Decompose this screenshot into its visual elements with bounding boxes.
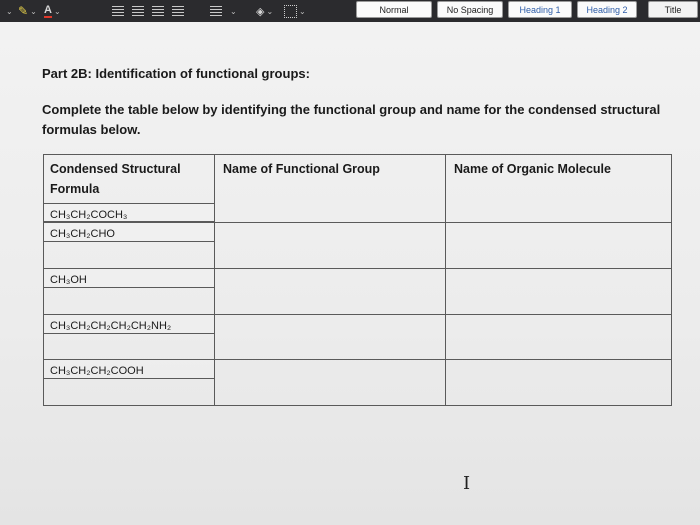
molecule-name-cell[interactable] (446, 360, 672, 406)
shading-button[interactable]: ◈ ⌄ (256, 5, 274, 18)
table-cell[interactable] (44, 360, 215, 406)
table-row (44, 223, 672, 269)
document-page[interactable] (0, 22, 700, 525)
molecule-name-cell[interactable] (446, 315, 672, 360)
functional-group-cell[interactable] (215, 269, 446, 315)
font-color-icon: A (44, 3, 52, 16)
align-right-icon (152, 6, 164, 16)
formula-value: CH₃CH₂CH₂COOH (44, 360, 214, 379)
align-left-icon (112, 6, 124, 16)
align-center-button[interactable] (132, 3, 150, 19)
instructions-text: Complete the table below by identifying the functional group and name for the condensed structural formulas below. (42, 102, 661, 137)
formula-value: CH₃CH₂CH₂CH₂CH₂NH₂ (44, 315, 214, 334)
table-row (44, 269, 672, 315)
style-normal[interactable]: Normal (356, 1, 432, 18)
formula-value: CH₃OH (44, 269, 214, 288)
line-spacing-icon (210, 6, 222, 16)
column-header-molecule-name: Name of Organic Molecule (454, 162, 611, 176)
table-cell[interactable] (44, 155, 215, 223)
table-cell[interactable] (44, 269, 215, 315)
functional-group-cell[interactable] (215, 360, 446, 406)
paint-bucket-icon: ◈ (256, 5, 265, 18)
table-row (44, 360, 672, 406)
highlighter-icon: ✎ (18, 4, 29, 18)
functional-group-cell[interactable] (215, 223, 446, 269)
table-cell[interactable] (44, 315, 215, 360)
align-left-button[interactable] (112, 3, 130, 19)
molecule-name-cell[interactable] (446, 269, 672, 315)
section-heading: Part 2B: Identification of functional groups: (42, 66, 310, 81)
table-row (44, 155, 672, 223)
align-center-icon (132, 6, 144, 16)
formula-value: CH₃CH₂COCH₃ (44, 203, 214, 222)
text-cursor-icon: I (463, 473, 471, 494)
borders-icon (284, 5, 297, 18)
style-heading-2[interactable]: Heading 2 (577, 1, 637, 18)
column-header-formula: Condensed Structural Formula (50, 162, 181, 196)
functional-groups-table (43, 154, 672, 406)
justify-button[interactable] (172, 3, 190, 19)
style-no-spacing[interactable]: No Spacing (437, 1, 503, 18)
style-title[interactable]: Title (648, 1, 698, 18)
line-spacing-button[interactable]: ⌄ (210, 3, 237, 19)
formula-value: CH₃CH₂CHO (44, 223, 214, 242)
align-right-button[interactable] (152, 3, 170, 19)
ribbon-toolbar (0, 0, 700, 22)
font-color-button[interactable]: A ⌄ (44, 3, 61, 16)
style-heading-1[interactable]: Heading 1 (508, 1, 572, 18)
chevron-down-icon[interactable]: ⌄ (6, 6, 13, 16)
functional-group-cell[interactable] (215, 315, 446, 360)
justify-icon (172, 6, 184, 16)
table-cell[interactable] (215, 155, 446, 223)
highlighter-button[interactable]: ✎ ⌄ (18, 4, 37, 18)
column-header-functional-group: Name of Functional Group (223, 162, 380, 176)
borders-button[interactable]: ⌄ (284, 3, 306, 19)
table-cell[interactable] (446, 155, 672, 223)
table-row (44, 315, 672, 360)
table-cell[interactable] (44, 223, 215, 269)
molecule-name-cell[interactable] (446, 223, 672, 269)
